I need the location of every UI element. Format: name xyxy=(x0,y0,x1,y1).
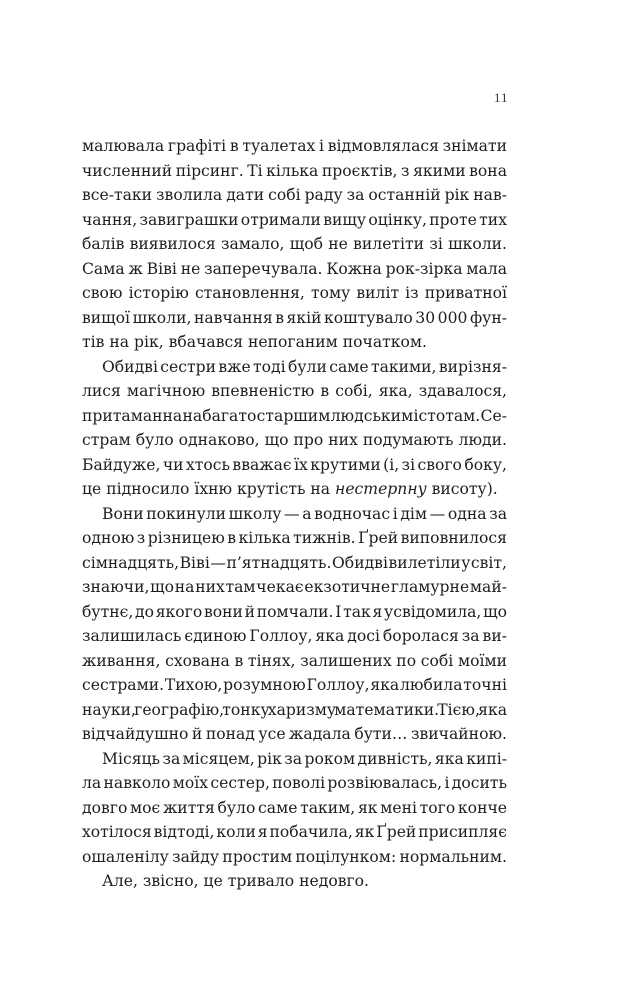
text-line: Байдуже, чи хтось вважає їх крутими (і, зі свого боку, xyxy=(82,455,507,474)
body-text xyxy=(82,134,507,894)
text-line: ошаленілу зайду простим поцілунком: нормальним. xyxy=(82,847,507,866)
text-line: хотілося відтоді, коли я побачила, як Ґрей присипляє xyxy=(82,823,507,841)
italic-emphasis: нестерпну xyxy=(335,480,427,498)
text-line: ла навколо моїх сестер, поволі розвіювалась, і досить xyxy=(82,774,507,792)
text-line: одною з різницею в кілька тижнів. Ґрей виповнилося xyxy=(82,529,507,547)
text-line xyxy=(82,477,507,502)
text-line: вищої школи, навчання в якій коштувало 30 000 фун- xyxy=(82,308,507,327)
page-number: 11 xyxy=(494,90,509,105)
text-line: науки, географію, тонку харизму математики. Тією, яка xyxy=(82,700,507,719)
text-line: Місяць за місяцем, рік за роком дивність, яка кипі- xyxy=(102,749,507,768)
text-line: Але, звісно, це тривало недовго. xyxy=(102,872,370,890)
text-line: тів на рік, вбачався непоганим початком. xyxy=(82,333,427,351)
text-line: свою історію становлення, тому виліт із приватної xyxy=(82,284,507,302)
text-line: страм було однаково, що про них подумають люди. xyxy=(82,431,507,449)
text-line: притаманна набагато старшим людським істотам. Се- xyxy=(82,406,507,425)
text-line: довго моє життя було саме таким, як мені того конче xyxy=(82,798,507,817)
text-line: Сама ж Віві не заперечувала. Кожна рок-зірка мала xyxy=(82,259,507,278)
text-line: сімнадцять, Віві — п’ятнадцять. Обидві вилетіли у світ, xyxy=(82,553,507,572)
text-line: знаючи, що на них там чекає екзотичне гламурне май- xyxy=(82,578,507,596)
text-line: все-таки зволила дати собі раду за останній рік нав- xyxy=(82,186,507,204)
text-line: сестрами. Тихою, розумною Голлоу, яка любила точні xyxy=(82,676,507,694)
text-line: Обидві сестри вже тоді були саме такими, вирізня- xyxy=(102,357,507,376)
text-line: живання, схована в тінях, залишених по собі моїми xyxy=(82,651,507,670)
text-line: численний пірсинг. Ті кілька проєктів, з якими вона xyxy=(82,161,507,180)
text-line: бутнє, до якого вони й помчали. І так я усвідомила, що xyxy=(82,602,507,621)
text-line: лися магічною впевненістю в собі, яка, здавалося, xyxy=(82,382,507,400)
text-line: залишилась єдиною Голлоу, яка досі боролася за ви- xyxy=(82,627,507,645)
text-line: балів виявилося замало, щоб не вилетіти зі школи. xyxy=(82,235,507,253)
text-line: чання, завиграшки отримали вищу оцінку, проте тих xyxy=(82,210,507,229)
text-line: Вони покинули школу — а водночас і дім — одна за xyxy=(102,504,507,523)
text-segment: висоту). xyxy=(426,480,498,498)
text-segment: це підносило їхню крутість на xyxy=(82,480,336,498)
text-line: малювала графіті в туалетах і відмовлялася знімати xyxy=(82,137,507,155)
text-line: відчайдушно й понад усе жадала бути… звичайною. xyxy=(82,725,507,743)
